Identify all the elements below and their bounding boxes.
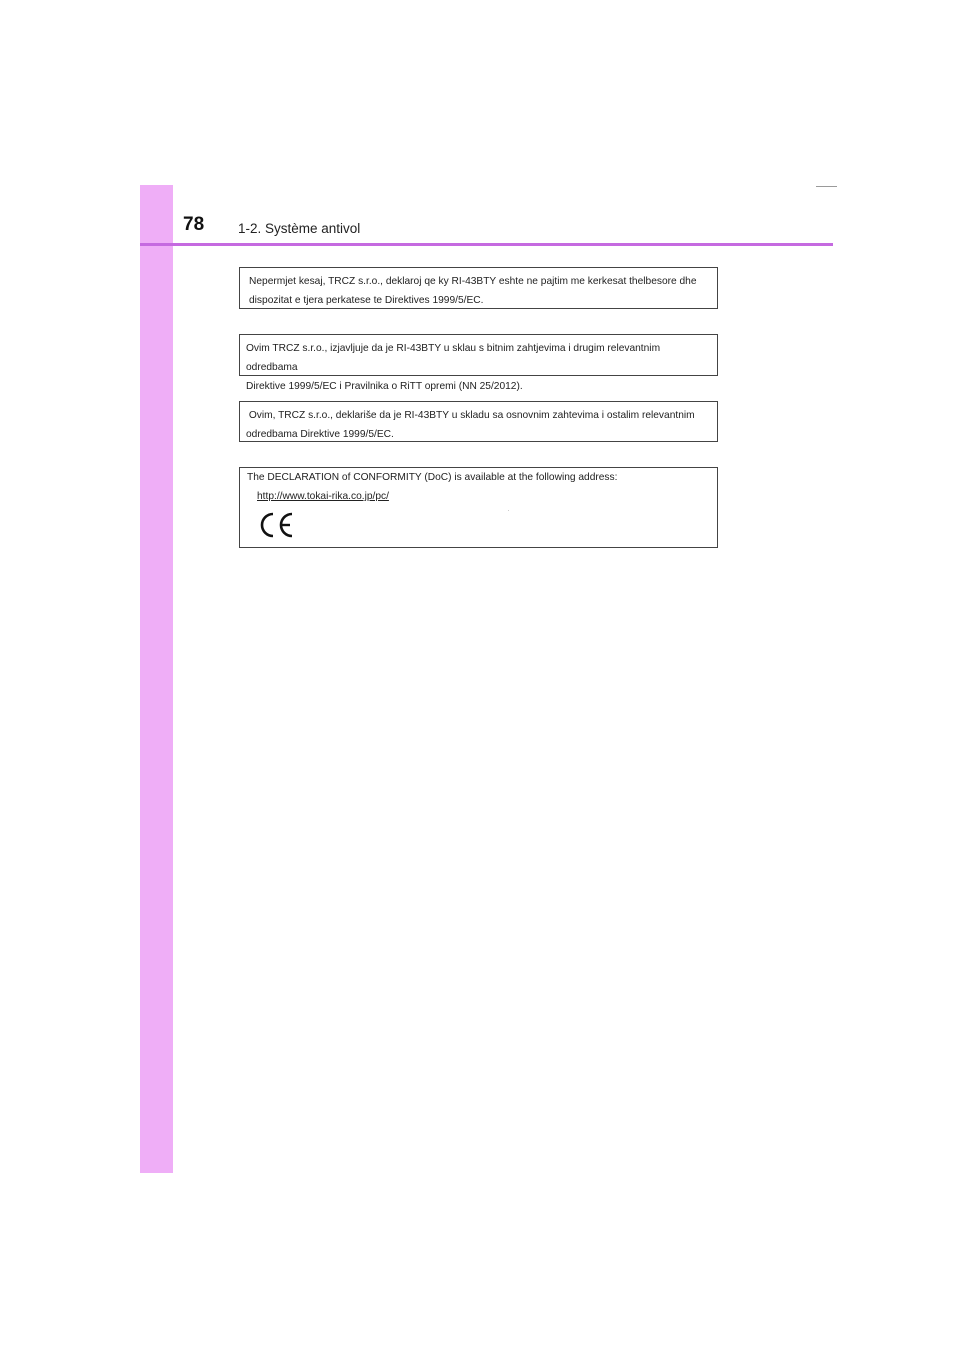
notice-serbian [239,401,718,442]
notice-line: Ovim, TRCZ s.r.o., deklariše da je RI-43BTY u skladu sa osnovnim zahtevima i ostalim relevantnim [246,410,695,421]
declaration-box [239,467,718,548]
section-title: 1-2. Système antivol [238,221,361,236]
stray-dot [508,510,509,511]
notice-line: Direktive 1999/5/EC i Pravilnika o RiTT opremi (NN 25/2012). [246,381,523,392]
declaration-link[interactable]: http://www.tokai-rika.co.jp/pc/ [257,491,389,502]
sidebar-tab [140,185,173,1173]
ce-mark-icon [258,510,296,540]
notice-line: dispozitat e tjera perkatese te Direktives 1999/5/EC. [249,295,484,306]
notice-line: odredbama Direktive 1999/5/EC. [246,429,394,440]
notice-line: Nepermjet kesaj, TRCZ s.r.o., deklaroj qe ky RI-43BTY eshte ne pajtim me kerkesat thelbesore dhe [249,276,697,287]
page-number: 78 [183,214,205,235]
header-rule [140,243,833,246]
notice-albanian [239,267,718,309]
crop-mark [816,186,837,187]
declaration-text: The DECLARATION of CONFORMITY (DoC) is available at the following address: [247,472,618,483]
notice-croatian [239,334,718,392]
notice-line: Ovim TRCZ s.r.o., izjavljuje da je RI-43BTY u sklau s bitnim zahtjevima i drugim relevantnim odredbama [246,343,661,373]
